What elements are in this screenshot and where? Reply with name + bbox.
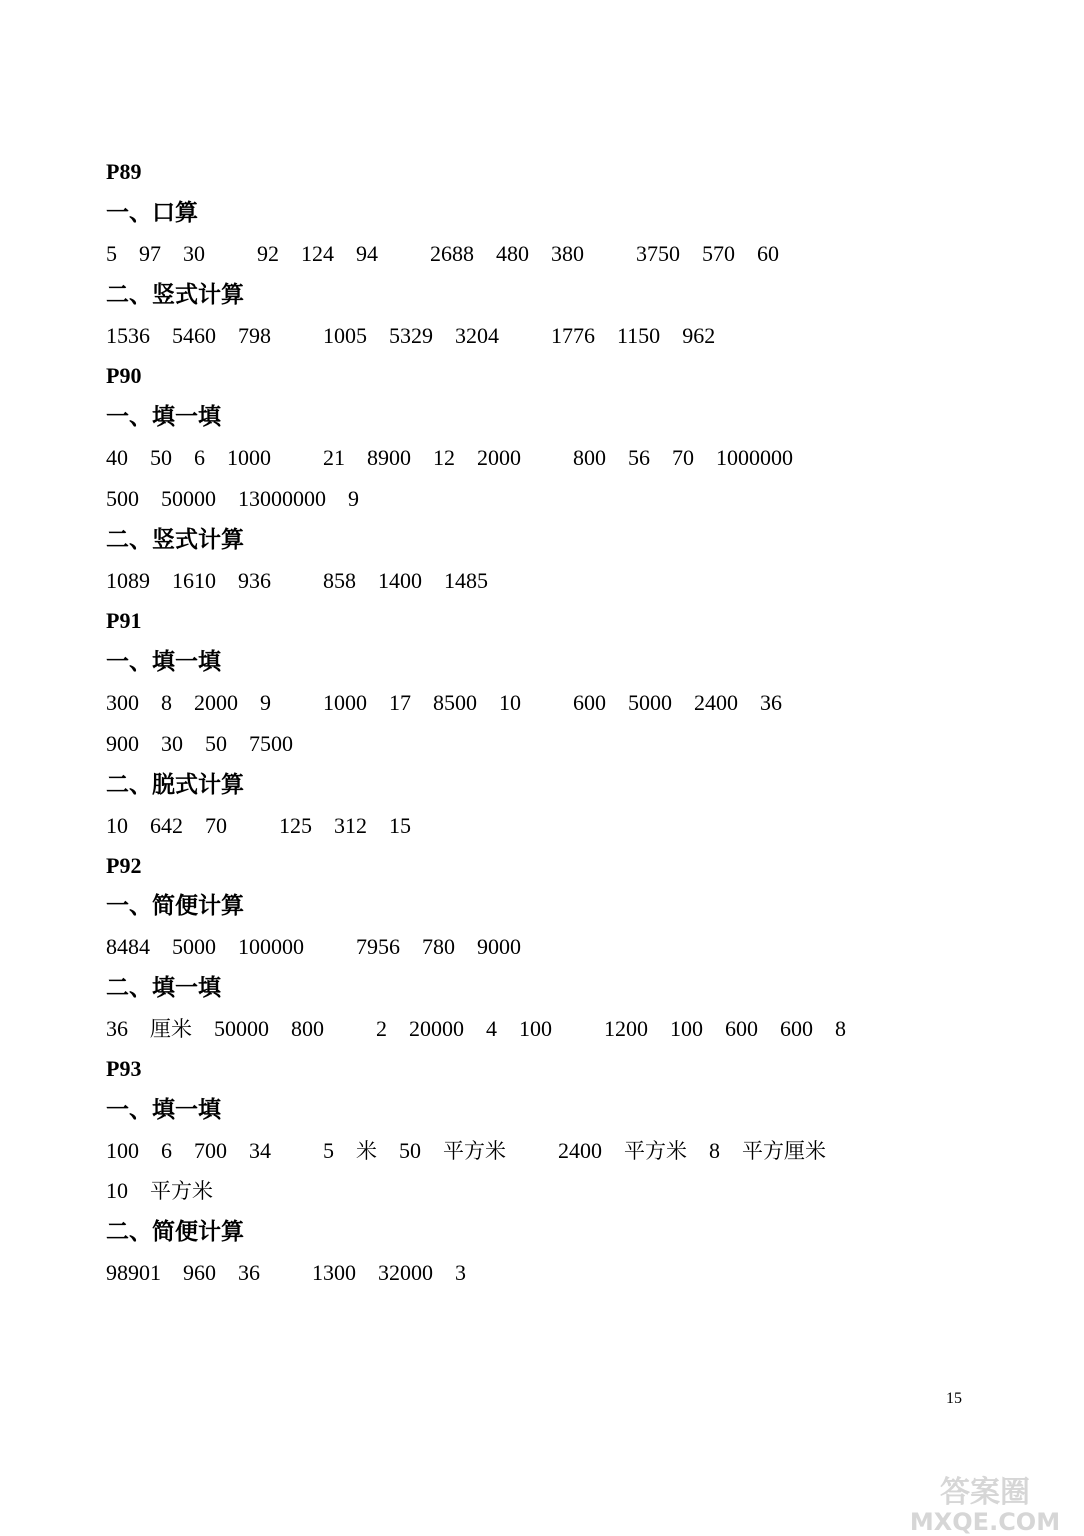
answer-value: 56 xyxy=(628,445,650,470)
answer-value: 50 xyxy=(150,445,172,470)
answer-value: 50 xyxy=(399,1138,421,1163)
answer-value: 9 xyxy=(260,690,271,715)
answer-value: 800 xyxy=(291,1016,324,1041)
answer-value: 36 xyxy=(238,1260,260,1285)
answer-value: 600 xyxy=(573,690,606,715)
answer-value: 1400 xyxy=(378,568,422,593)
answer-value: 798 xyxy=(238,323,271,348)
answer-value: 5 xyxy=(323,1138,334,1163)
answer-value: 1200 xyxy=(604,1016,648,1041)
section-heading: 一、简便计算 xyxy=(106,893,244,919)
answer-value: 30 xyxy=(161,731,183,756)
section-heading: 一、填一填 xyxy=(106,404,221,430)
answer-value: 780 xyxy=(422,934,455,959)
answer-value: 70 xyxy=(672,445,694,470)
answer-value: 9000 xyxy=(477,934,521,959)
answer-value: 1150 xyxy=(617,323,661,348)
watermark-top: 答案圈 xyxy=(940,1475,1030,1510)
answer-row xyxy=(106,566,510,596)
answer-value: 936 xyxy=(238,568,271,593)
answer-value: 平方厘米 xyxy=(742,1139,826,1163)
section-heading: 二、填一填 xyxy=(106,975,221,1001)
answer-value: 1000000 xyxy=(716,445,793,470)
answer-value: 米 xyxy=(356,1139,377,1163)
answer-value: 13000000 xyxy=(238,486,326,511)
answer-value: 312 xyxy=(334,813,367,838)
page-label-p89: P89 xyxy=(106,159,142,184)
answer-value: 962 xyxy=(682,323,716,348)
answer-value: 100000 xyxy=(238,934,304,959)
answer-value: 1089 xyxy=(106,568,150,593)
answer-row xyxy=(106,239,801,269)
answer-value: 1000 xyxy=(227,445,271,470)
answer-value: 500 xyxy=(106,486,139,511)
answer-value: 12 xyxy=(433,445,455,470)
answer-value: 17 xyxy=(389,690,411,715)
answer-value: 2400 xyxy=(558,1138,602,1163)
answer-value: 7500 xyxy=(249,731,293,756)
answer-value: 8 xyxy=(161,690,172,715)
page-label-p90: P90 xyxy=(106,363,142,388)
answer-row xyxy=(106,1176,235,1206)
answer-value: 2000 xyxy=(477,445,521,470)
answer-value: 1000 xyxy=(323,690,367,715)
answer-value: 2 xyxy=(376,1016,387,1041)
answer-value: 700 xyxy=(194,1138,227,1163)
answer-value: 2000 xyxy=(194,690,238,715)
answer-value: 858 xyxy=(323,568,356,593)
answer-value: 642 xyxy=(150,813,183,838)
answer-value: 1300 xyxy=(312,1260,356,1285)
answer-value: 125 xyxy=(279,813,312,838)
answer-value: 4 xyxy=(486,1016,497,1041)
answer-value: 1610 xyxy=(172,568,216,593)
answer-value: 5329 xyxy=(389,323,433,348)
answer-value: 480 xyxy=(496,241,529,266)
answer-value: 2400 xyxy=(694,690,738,715)
section-heading: 二、竖式计算 xyxy=(106,527,244,553)
answer-row xyxy=(106,932,543,962)
answer-row xyxy=(106,321,737,351)
answer-row xyxy=(106,1014,868,1044)
answer-value: 10 xyxy=(106,813,128,838)
section-heading: 一、填一填 xyxy=(106,1097,221,1123)
answer-value: 40 xyxy=(106,445,128,470)
answer-value: 5460 xyxy=(172,323,216,348)
page-label-p91: P91 xyxy=(106,608,142,633)
answer-value: 600 xyxy=(780,1016,813,1041)
section-heading: 二、简便计算 xyxy=(106,1219,244,1245)
answer-value: 9 xyxy=(348,486,359,511)
answer-value: 36 xyxy=(760,690,782,715)
answer-value: 5000 xyxy=(628,690,672,715)
answer-value: 98901 xyxy=(106,1260,161,1285)
answer-value: 3750 xyxy=(636,241,680,266)
answer-value: 30 xyxy=(183,241,205,266)
answer-value: 94 xyxy=(356,241,378,266)
answer-row xyxy=(106,688,804,718)
answer-value: 平方米 xyxy=(624,1139,687,1163)
answer-value: 8500 xyxy=(433,690,477,715)
section-heading: 二、脱式计算 xyxy=(106,772,244,798)
answer-value: 60 xyxy=(757,241,779,266)
answer-value: 1005 xyxy=(323,323,367,348)
watermark-logo xyxy=(890,1472,1080,1534)
section-heading: 一、口算 xyxy=(106,200,198,226)
page-label-p93: P93 xyxy=(106,1056,142,1081)
answer-value: 10 xyxy=(106,1178,128,1203)
answer-value: 900 xyxy=(106,731,139,756)
answer-value: 8 xyxy=(835,1016,846,1041)
answer-row xyxy=(106,1136,848,1166)
answer-value: 800 xyxy=(573,445,606,470)
answer-value: 8 xyxy=(709,1138,720,1163)
answer-value: 21 xyxy=(323,445,345,470)
answer-value: 20000 xyxy=(409,1016,464,1041)
answer-value: 厘米 xyxy=(150,1017,192,1041)
answer-value: 3 xyxy=(455,1260,466,1285)
answer-value: 5000 xyxy=(172,934,216,959)
answer-value: 960 xyxy=(183,1260,216,1285)
answer-value: 70 xyxy=(205,813,227,838)
answer-value: 1776 xyxy=(551,323,595,348)
answer-value: 34 xyxy=(249,1138,271,1163)
section-heading: 二、竖式计算 xyxy=(106,282,244,308)
answer-value: 10 xyxy=(499,690,521,715)
answer-value: 15 xyxy=(389,813,411,838)
answer-value: 50000 xyxy=(161,486,216,511)
answer-value: 100 xyxy=(670,1016,703,1041)
answer-row xyxy=(106,484,381,514)
answer-value: 32000 xyxy=(378,1260,433,1285)
answer-value: 100 xyxy=(519,1016,552,1041)
answer-value: 50000 xyxy=(214,1016,269,1041)
answer-value: 1485 xyxy=(444,568,488,593)
section-heading: 一、填一填 xyxy=(106,649,221,675)
page-number: 15 xyxy=(946,1390,962,1407)
answer-value: 平方米 xyxy=(150,1179,213,1203)
answer-row xyxy=(106,443,815,473)
answer-value: 3204 xyxy=(455,323,499,348)
answer-value: 380 xyxy=(551,241,584,266)
watermark-bottom: MXQE.COM xyxy=(909,1508,1061,1534)
answer-value: 124 xyxy=(301,241,334,266)
answer-value: 6 xyxy=(161,1138,172,1163)
answer-value: 36 xyxy=(106,1016,128,1041)
answer-value: 7956 xyxy=(356,934,400,959)
answer-value: 8484 xyxy=(106,934,150,959)
page-label-p92: P92 xyxy=(106,853,142,878)
answer-value: 600 xyxy=(725,1016,758,1041)
answer-value: 97 xyxy=(139,241,161,266)
answer-value: 570 xyxy=(702,241,735,266)
answer-row xyxy=(106,1258,488,1288)
answer-value: 2688 xyxy=(430,241,474,266)
answer-value: 50 xyxy=(205,731,227,756)
answer-value: 100 xyxy=(106,1138,139,1163)
answer-value: 8900 xyxy=(367,445,411,470)
answer-row xyxy=(106,729,315,759)
answer-value: 1536 xyxy=(106,323,150,348)
answer-value: 5 xyxy=(106,241,117,266)
answer-value: 平方米 xyxy=(443,1139,506,1163)
answer-value: 300 xyxy=(106,690,139,715)
answer-value: 6 xyxy=(194,445,205,470)
answer-row xyxy=(106,811,433,841)
answer-value: 92 xyxy=(257,241,279,266)
